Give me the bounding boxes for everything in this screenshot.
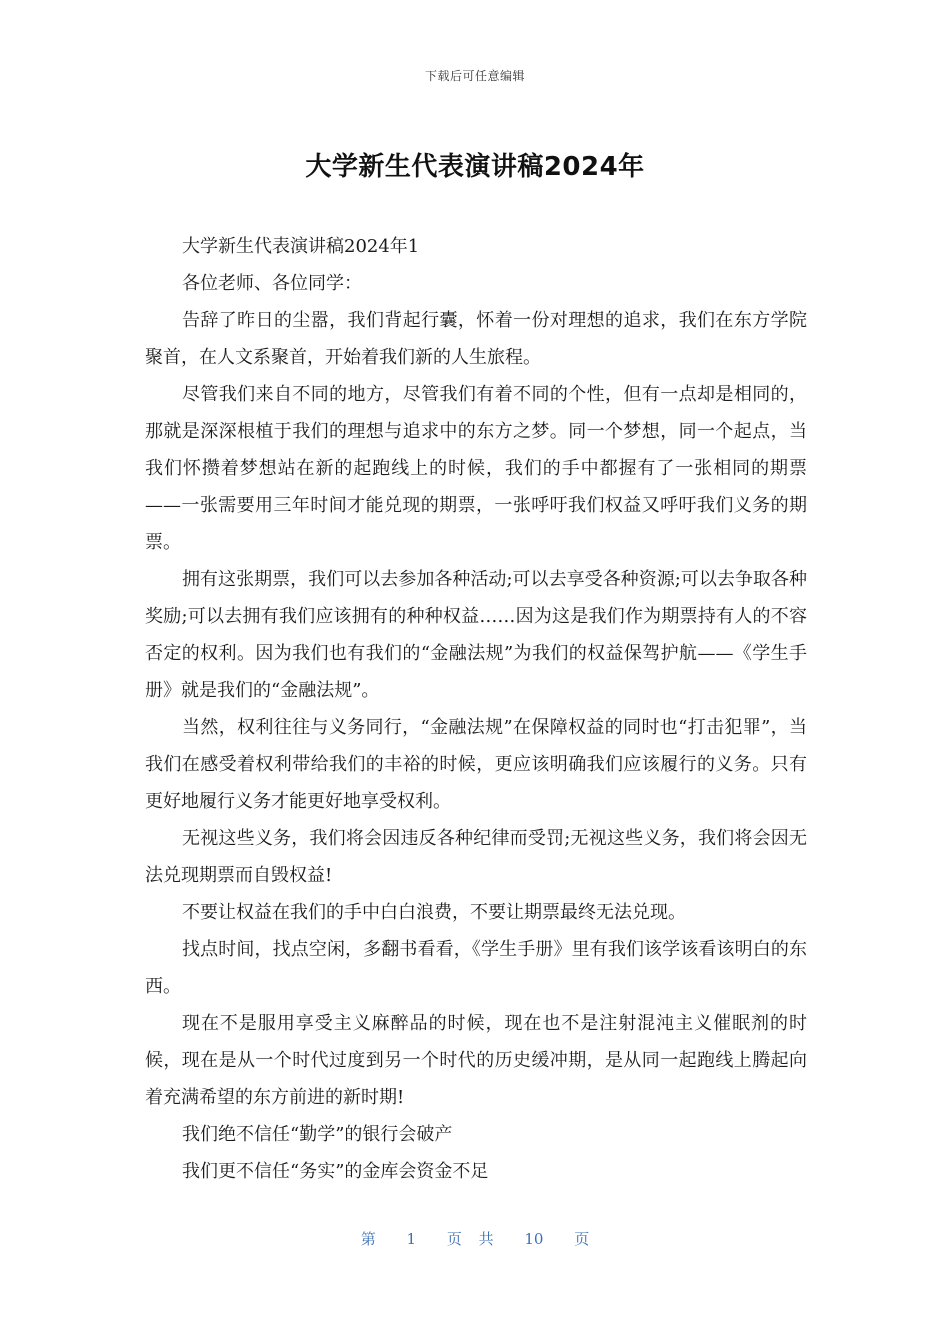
footer-total-pages: 10 bbox=[524, 1230, 544, 1248]
footer-middle: 页 共 bbox=[446, 1230, 494, 1248]
footer-suffix: 页 bbox=[574, 1230, 590, 1248]
paragraph: 拥有这张期票，我们可以去参加各种活动;可以去享受各种资源;可以去争取各种奖励;可以去拥有我们应该拥有的种种权益……因为这是我们作为期票持有人的不容否定的权利。因为我们也有我们的“金融法规”为我们的权益保驾护航——《学生手册》就是我们的“金融法规”。 bbox=[145, 569, 807, 701]
paragraph: 大学新生代表演讲稿2024年1 bbox=[182, 236, 420, 257]
paragraph: 各位老师、各位同学： bbox=[182, 273, 362, 294]
paragraph: 当然，权利往往与义务同行，“金融法规”在保障权益的同时也“打击犯罪”，当我们在感受着权利带给我们的丰裕的时候，更应该明确我们应该履行的义务。只有更好地履行义务才能更好地享受权利。 bbox=[145, 717, 807, 812]
page-footer bbox=[0, 1228, 950, 1249]
header-note: 下载后可任意编辑 bbox=[424, 69, 525, 83]
paragraph: 不要让权益在我们的手中白白浪费，不要让期票最终无法兑现。 bbox=[182, 902, 686, 923]
footer-prefix: 第 bbox=[360, 1230, 376, 1248]
paragraph: 我们绝不信任“勤学”的银行会破产 bbox=[182, 1124, 453, 1145]
document-title: 大学新生代表演讲稿2024年 bbox=[305, 152, 645, 182]
paragraph: 无视这些义务，我们将会因违反各种纪律而受罚;无视这些义务，我们将会因无法兑现期票而自毁权益! bbox=[145, 828, 807, 886]
paragraph: 我们更不信任“务实”的金库会资金不足 bbox=[182, 1161, 489, 1182]
paragraph: 尽管我们来自不同的地方，尽管我们有着不同的个性，但有一点却是相同的，那就是深深根植于我们的理想与追求中的东方之梦。同一个梦想，同一个起点，当我们怀攒着梦想站在新的起跑线上的时候，我们的手中都握有了一张相同的期票——一张需要用三年时间才能兑现的期票，一张呼吁我们权益又呼吁我们义务的期票。 bbox=[145, 384, 807, 553]
paragraph: 找点时间，找点空闲，多翻书看看，《学生手册》里有我们该学该看该明白的东西。 bbox=[145, 939, 807, 997]
document-body bbox=[145, 228, 807, 1190]
paragraph: 现在不是服用享受主义麻醉品的时候，现在也不是注射混沌主义催眠剂的时候，现在是从一个时代过度到另一个时代的历史缓冲期，是从同一起跑线上腾起向着充满希望的东方前进的新时期! bbox=[145, 1013, 807, 1108]
paragraph: 告辞了昨日的尘嚣，我们背起行囊，怀着一份对理想的追求，我们在东方学院聚首，在人文系聚首，开始着我们新的人生旅程。 bbox=[145, 310, 807, 368]
footer-current-page: 1 bbox=[406, 1230, 417, 1248]
